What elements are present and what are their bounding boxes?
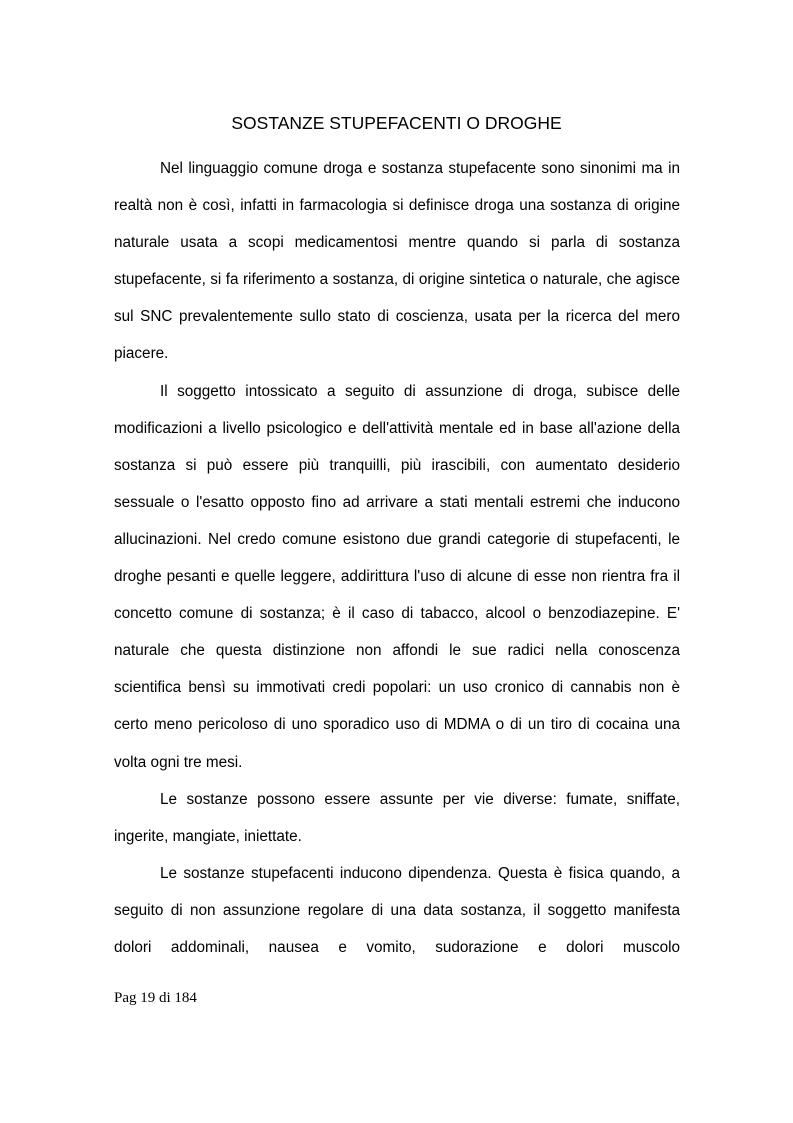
page-number: Pag 19 di 184 — [114, 990, 197, 1006]
paragraph-1: Nel linguaggio comune droga e sostanza stupefacente sono sinonimi ma in realtà non è così, infatti in farmacologia si definisce droga una sostanza di origine naturale usata a scopi medicamentosi mentre quando si parla di sostanza stupefacente, si fa riferimento a sostanza, di origine sintetica o naturale, che agisce sul SNC prevalentemente sullo stato di coscienza, usata per la ricerca del mero piacere. — [114, 160, 680, 363]
paragraph-2: Il soggetto intossicato a seguito di assunzione di droga, subisce delle modificazioni a livello psicologico e dell'attività mentale ed in base all'azione della sostanza si può essere più tranquilli, più irascibili, con aumentato desiderio sessuale o l'esatto opposto fino ad arrivare a stati mentali estremi che inducono allucinazioni. Nel credo comune esistono due grandi categorie di stupefacenti, le droghe pesanti e quelle leggere, addirittura l'uso di alcune di esse non rientra fra il concetto comune di sostanza; è il caso di tabacco, alcool o benzodiazepine. E' naturale che questa distinzione non affondi le sue radici nella conoscenza scientifica bensì su immotivati credi popolari: un uso cronico di cannabis non è certo meno pericoloso di uno sporadico uso di MDMA o di un tiro di cocaina una volta ogni tre mesi. — [114, 382, 680, 771]
page-title: SOSTANZE STUPEFACENTI O DROGHE — [231, 113, 562, 133]
body-text — [114, 150, 680, 966]
paragraph-4: Le sostanze stupefacenti inducono dipendenza. Questa è fisica quando, a seguito di non assunzione regolare di una data sostanza, il soggetto manifesta dolori addominali, nausea e vomito, sudorazione e dolori muscolo — [114, 864, 680, 956]
paragraph-3: Le sostanze possono essere assunte per vie diverse: fumate, sniffate, ingerite, mangiate, iniettate. — [114, 790, 680, 845]
